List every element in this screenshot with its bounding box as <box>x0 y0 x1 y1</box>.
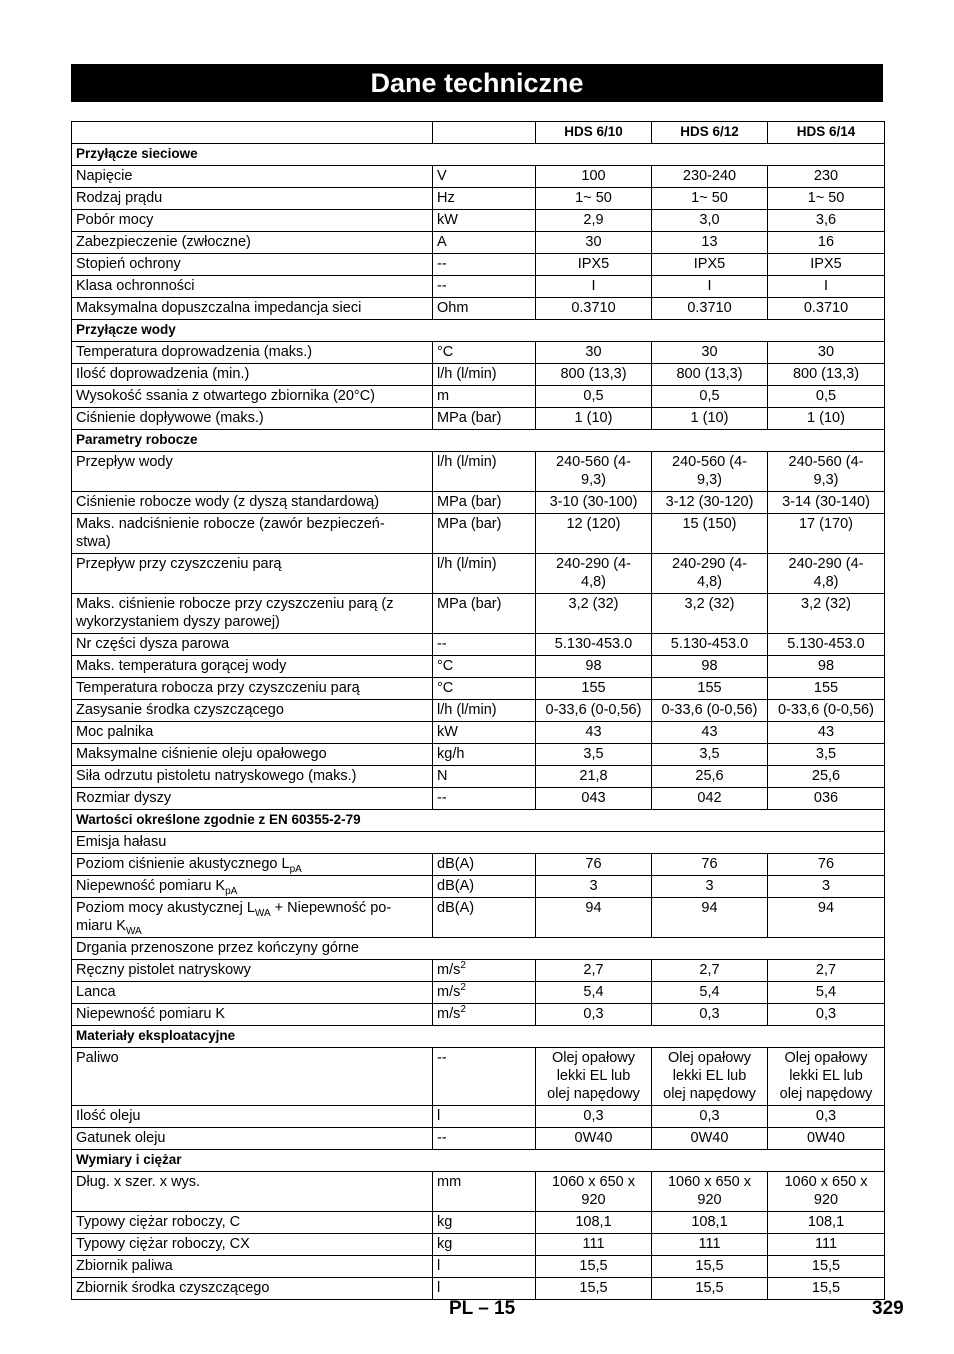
unit-cell: -- <box>433 1048 536 1106</box>
parameter-label: Zasysanie środka czyszczącego <box>72 700 433 722</box>
parameter-label: Ilość oleju <box>72 1106 433 1128</box>
table-row <box>72 232 885 254</box>
table-row <box>72 744 885 766</box>
value-cell: 3,5 <box>652 744 768 766</box>
table-row <box>72 678 885 700</box>
parameter-label: Ciśnienie robocze wody (z dyszą standardową) <box>72 492 433 514</box>
value-cell: 5.130-453.0 <box>536 634 652 656</box>
column-header: HDS 6/14 <box>768 122 885 144</box>
parameter-label: Niepewność pomiaru $K_{pA}$ <box>72 876 433 898</box>
parameter-label: Nr części dysza parowa <box>72 634 433 656</box>
parameter-label: Ręczny pistolet natryskowy <box>72 960 433 982</box>
parameter-label: Klasa ochronności <box>72 276 433 298</box>
table-row <box>72 1278 885 1300</box>
value-cell: 240-290 (4- 4,8) <box>652 554 768 594</box>
parameter-label: Napięcie <box>72 166 433 188</box>
unit-cell: l <box>433 1106 536 1128</box>
table-row <box>72 634 885 656</box>
parameter-label: Wysokość ssania z otwartego zbiornika (20°C) <box>72 386 433 408</box>
value-cell: 43 <box>768 722 885 744</box>
value-cell: 0-33,6 (0-0,56) <box>536 700 652 722</box>
value-cell: 800 (13,3) <box>536 364 652 386</box>
value-cell: IPX5 <box>768 254 885 276</box>
subsection-row <box>72 832 885 854</box>
column-header: HDS 6/12 <box>652 122 768 144</box>
table-row <box>72 876 885 898</box>
unit-cell: kW <box>433 722 536 744</box>
unit-cell: Ohm <box>433 298 536 320</box>
table-row <box>72 364 885 386</box>
table-row <box>72 1234 885 1256</box>
table-row <box>72 1212 885 1234</box>
value-cell: 0.3710 <box>536 298 652 320</box>
unit-cell: kg/h <box>433 744 536 766</box>
parameter-label: Stopień ochrony <box>72 254 433 276</box>
table-row <box>72 722 885 744</box>
value-cell: Olej opałowy lekki EL lub olej napędowy <box>652 1048 768 1106</box>
value-cell: 3,5 <box>768 744 885 766</box>
value-cell: 0W40 <box>768 1128 885 1150</box>
subsection-title: Emisja hałasu <box>72 832 885 854</box>
value-cell: 30 <box>768 342 885 364</box>
value-cell: 3,6 <box>768 210 885 232</box>
value-cell: 2,7 <box>652 960 768 982</box>
value-cell: 15,5 <box>768 1278 885 1300</box>
technical-data-table <box>71 121 885 1300</box>
unit-cell: m <box>433 386 536 408</box>
value-cell: 21,8 <box>536 766 652 788</box>
unit-cell: dB(A) <box>433 854 536 876</box>
value-cell: 155 <box>536 678 652 700</box>
value-cell: 30 <box>652 342 768 364</box>
value-cell: 111 <box>536 1234 652 1256</box>
value-cell: 3-12 (30-120) <box>652 492 768 514</box>
value-cell: 108,1 <box>652 1212 768 1234</box>
unit-cell: l <box>433 1256 536 1278</box>
label-subscript: WA <box>254 907 271 919</box>
unit-cell: V <box>433 166 536 188</box>
unit-cell: l <box>433 1278 536 1300</box>
unit-cell: °C <box>433 678 536 700</box>
value-cell: 042 <box>652 788 768 810</box>
value-cell: 0,3 <box>768 1004 885 1026</box>
value-cell: 94 <box>652 898 768 938</box>
parameter-label: Przepływ wody <box>72 452 433 492</box>
value-cell: 76 <box>652 854 768 876</box>
footer-language-page: PL – 15 <box>449 1298 516 1319</box>
parameter-label: Rozmiar dyszy <box>72 788 433 810</box>
value-cell: 100 <box>536 166 652 188</box>
section-header-row <box>72 320 885 342</box>
parameter-label: Temperatura doprowadzenia (maks.) <box>72 342 433 364</box>
value-cell: 240-560 (4- 9,3) <box>768 452 885 492</box>
value-cell: 5,4 <box>652 982 768 1004</box>
subsection-title: Drgania przenoszone przez kończyny górne <box>72 938 885 960</box>
value-cell: I <box>536 276 652 298</box>
table-row <box>72 492 885 514</box>
unit-cell: MPa (bar) <box>433 514 536 554</box>
value-cell: 98 <box>768 656 885 678</box>
table-row <box>72 594 885 634</box>
section-title: Materiały eksploatacyjne <box>72 1026 885 1048</box>
label-subscript: WA <box>125 925 142 937</box>
value-cell: 98 <box>536 656 652 678</box>
value-cell: 108,1 <box>536 1212 652 1234</box>
value-cell: 0.3710 <box>768 298 885 320</box>
value-cell: 800 (13,3) <box>652 364 768 386</box>
value-cell: 3-10 (30-100) <box>536 492 652 514</box>
unit-superscript: 2 <box>460 960 466 972</box>
value-cell: 3-14 (30-140) <box>768 492 885 514</box>
value-cell: 2,7 <box>536 960 652 982</box>
value-cell: 0W40 <box>652 1128 768 1150</box>
parameter-label: Maksymalna dopuszczalna impedancja sieci <box>72 298 433 320</box>
value-cell: 108,1 <box>768 1212 885 1234</box>
value-cell: 1 (10) <box>652 408 768 430</box>
value-cell: 3,0 <box>652 210 768 232</box>
footer-page-number: 329 <box>872 1298 904 1319</box>
parameter-label: Paliwo <box>72 1048 433 1106</box>
label-subscript: pA <box>225 885 238 897</box>
section-header-row <box>72 810 885 832</box>
parameter-label: Lanca <box>72 982 433 1004</box>
value-cell: 94 <box>536 898 652 938</box>
value-cell: 1060 x 650 x 920 <box>536 1172 652 1212</box>
table-row <box>72 386 885 408</box>
parameter-label: Zbiornik środka czyszczącego <box>72 1278 433 1300</box>
parameter-label: Temperatura robocza przy czyszczeniu parą <box>72 678 433 700</box>
value-cell: 13 <box>652 232 768 254</box>
value-cell: 1~ 50 <box>536 188 652 210</box>
value-cell: 240-290 (4- 4,8) <box>536 554 652 594</box>
value-cell: 3,2 (32) <box>536 594 652 634</box>
value-cell: I <box>768 276 885 298</box>
section-header-row <box>72 430 885 452</box>
unit-superscript: 2 <box>460 982 466 994</box>
value-cell: 1060 x 650 x 920 <box>768 1172 885 1212</box>
value-cell: 15,5 <box>652 1256 768 1278</box>
unit-cell: A <box>433 232 536 254</box>
value-cell: 0,3 <box>652 1106 768 1128</box>
table-row <box>72 342 885 364</box>
table-row <box>72 452 885 492</box>
parameter-label: Rodzaj prądu <box>72 188 433 210</box>
parameter-label: Typowy ciężar roboczy, C <box>72 1212 433 1234</box>
unit-cell: -- <box>433 254 536 276</box>
section-title: Parametry robocze <box>72 430 885 452</box>
section-header-row <box>72 1150 885 1172</box>
parameter-label: Przepływ przy czyszczeniu parą <box>72 554 433 594</box>
section-header-row <box>72 144 885 166</box>
unit-cell: MPa (bar) <box>433 492 536 514</box>
table-row <box>72 166 885 188</box>
value-cell: 0,3 <box>536 1106 652 1128</box>
value-cell: 15,5 <box>536 1256 652 1278</box>
value-cell: 30 <box>536 232 652 254</box>
value-cell: 98 <box>652 656 768 678</box>
value-cell: 43 <box>652 722 768 744</box>
value-cell: 111 <box>768 1234 885 1256</box>
parameter-label: Maks. nadciśnienie robocze (zawór bezpieczeń- stwa) <box>72 514 433 554</box>
unit-cell: l/h (l/min) <box>433 364 536 386</box>
table-row <box>72 766 885 788</box>
value-cell: 0-33,6 (0-0,56) <box>768 700 885 722</box>
unit-cell: dB(A) <box>433 898 536 938</box>
table-row <box>72 408 885 430</box>
value-cell: 3,5 <box>536 744 652 766</box>
value-cell: 15,5 <box>768 1256 885 1278</box>
value-cell: 0W40 <box>536 1128 652 1150</box>
table-row <box>72 1128 885 1150</box>
parameter-label: Gatunek oleju <box>72 1128 433 1150</box>
parameter-label: Maks. temperatura gorącej wody <box>72 656 433 678</box>
value-cell: 76 <box>536 854 652 876</box>
value-cell: IPX5 <box>652 254 768 276</box>
value-cell: 3 <box>768 876 885 898</box>
table-row <box>72 514 885 554</box>
table-row <box>72 1004 885 1026</box>
unit-superscript: 2 <box>460 1004 466 1016</box>
header-blank-cell <box>72 122 433 144</box>
table-row <box>72 854 885 876</box>
unit-cell: Hz <box>433 188 536 210</box>
section-title: Przyłącze sieciowe <box>72 144 885 166</box>
parameter-label: Ilość doprowadzenia (min.) <box>72 364 433 386</box>
table-row <box>72 188 885 210</box>
value-cell: 17 (170) <box>768 514 885 554</box>
table-row <box>72 1048 885 1106</box>
unit-cell: $m/s^2$ <box>433 982 536 1004</box>
section-title: Wymiary i ciężar <box>72 1150 885 1172</box>
value-cell: 800 (13,3) <box>768 364 885 386</box>
parameter-label: Maks. ciśnienie robocze przy czyszczeniu parą (z wykorzystaniem dyszy parowej) <box>72 594 433 634</box>
table-header-row <box>72 122 885 144</box>
unit-cell: -- <box>433 1128 536 1150</box>
value-cell: 1060 x 650 x 920 <box>652 1172 768 1212</box>
value-cell: 1~ 50 <box>652 188 768 210</box>
table-row <box>72 700 885 722</box>
value-cell: 155 <box>652 678 768 700</box>
value-cell: 76 <box>768 854 885 876</box>
value-cell: I <box>652 276 768 298</box>
value-cell: 15 (150) <box>652 514 768 554</box>
value-cell: 3 <box>536 876 652 898</box>
value-cell: 5,4 <box>768 982 885 1004</box>
value-cell: 3,2 (32) <box>652 594 768 634</box>
parameter-label: Typowy ciężar roboczy, CX <box>72 1234 433 1256</box>
value-cell: 2,9 <box>536 210 652 232</box>
value-cell: 0,5 <box>536 386 652 408</box>
parameter-label: Niepewność pomiaru K <box>72 1004 433 1026</box>
table-row <box>72 656 885 678</box>
label-subscript: pA <box>289 863 302 875</box>
value-cell: 94 <box>768 898 885 938</box>
value-cell: 0,5 <box>652 386 768 408</box>
unit-cell: mm <box>433 1172 536 1212</box>
unit-cell: $m/s^2$ <box>433 960 536 982</box>
value-cell: 1 (10) <box>536 408 652 430</box>
value-cell: 16 <box>768 232 885 254</box>
value-cell: 0-33,6 (0-0,56) <box>652 700 768 722</box>
parameter-label: Moc palnika <box>72 722 433 744</box>
unit-cell: dB(A) <box>433 876 536 898</box>
parameter-label: Siła odrzutu pistoletu natryskowego (maks.) <box>72 766 433 788</box>
parameter-label: Zabezpieczenie (zwłoczne) <box>72 232 433 254</box>
table-row <box>72 554 885 594</box>
value-cell: 15,5 <box>536 1278 652 1300</box>
value-cell: 1~ 50 <box>768 188 885 210</box>
parameter-label: Poziom mocy akustycznej $L_{WA}$ + Niepewność po- miaru $K_{WA}$ <box>72 898 433 938</box>
value-cell: 0,5 <box>768 386 885 408</box>
unit-cell: MPa (bar) <box>433 408 536 430</box>
value-cell: 240-290 (4- 4,8) <box>768 554 885 594</box>
section-header-row <box>72 1026 885 1048</box>
table-row <box>72 1256 885 1278</box>
table-row <box>72 788 885 810</box>
value-cell: 240-560 (4- 9,3) <box>652 452 768 492</box>
table-row <box>72 898 885 938</box>
unit-cell: °C <box>433 342 536 364</box>
value-cell: 0,3 <box>652 1004 768 1026</box>
value-cell: 43 <box>536 722 652 744</box>
value-cell: 1 (10) <box>768 408 885 430</box>
table-row <box>72 1172 885 1212</box>
table-row <box>72 960 885 982</box>
value-cell: 0,3 <box>768 1106 885 1128</box>
section-title: Przyłącze wody <box>72 320 885 342</box>
value-cell: 15,5 <box>652 1278 768 1300</box>
value-cell: 5.130-453.0 <box>768 634 885 656</box>
value-cell: 043 <box>536 788 652 810</box>
value-cell: IPX5 <box>536 254 652 276</box>
value-cell: 12 (120) <box>536 514 652 554</box>
unit-cell: l/h (l/min) <box>433 452 536 492</box>
section-title: Wartości określone zgodnie z EN 60355-2-79 <box>72 810 885 832</box>
value-cell: 2,7 <box>768 960 885 982</box>
value-cell: Olej opałowy lekki EL lub olej napędowy <box>768 1048 885 1106</box>
technical-data-body <box>72 122 885 1300</box>
unit-cell: -- <box>433 634 536 656</box>
table-row <box>72 982 885 1004</box>
table-row <box>72 298 885 320</box>
header-unit-cell <box>433 122 536 144</box>
value-cell: 230 <box>768 166 885 188</box>
unit-cell: MPa (bar) <box>433 594 536 634</box>
unit-cell: °C <box>433 656 536 678</box>
value-cell: 230-240 <box>652 166 768 188</box>
unit-cell: kg <box>433 1212 536 1234</box>
value-cell: 25,6 <box>652 766 768 788</box>
column-header: HDS 6/10 <box>536 122 652 144</box>
value-cell: 3,2 (32) <box>768 594 885 634</box>
value-cell: 0.3710 <box>652 298 768 320</box>
value-cell: 25,6 <box>768 766 885 788</box>
value-cell: 30 <box>536 342 652 364</box>
unit-cell: N <box>433 766 536 788</box>
parameter-label: Pobór mocy <box>72 210 433 232</box>
value-cell: 5.130-453.0 <box>652 634 768 656</box>
unit-cell: kW <box>433 210 536 232</box>
value-cell: 111 <box>652 1234 768 1256</box>
value-cell: 036 <box>768 788 885 810</box>
unit-cell: kg <box>433 1234 536 1256</box>
table-row <box>72 276 885 298</box>
parameter-label: Poziom ciśnienie akustycznego $L_{pA}$ <box>72 854 433 876</box>
parameter-label: Ciśnienie dopływowe (maks.) <box>72 408 433 430</box>
parameter-label: Maksymalne ciśnienie oleju opałowego <box>72 744 433 766</box>
value-cell: 155 <box>768 678 885 700</box>
value-cell: 5,4 <box>536 982 652 1004</box>
table-row <box>72 210 885 232</box>
subsection-row <box>72 938 885 960</box>
unit-cell: l/h (l/min) <box>433 554 536 594</box>
unit-cell: $m/s^2$ <box>433 1004 536 1026</box>
unit-cell: -- <box>433 276 536 298</box>
value-cell: 3 <box>652 876 768 898</box>
table-row <box>72 1106 885 1128</box>
parameter-label: Zbiornik paliwa <box>72 1256 433 1278</box>
page-title: Dane techniczne <box>71 64 883 102</box>
value-cell: 0,3 <box>536 1004 652 1026</box>
value-cell: Olej opałowy lekki EL lub olej napędowy <box>536 1048 652 1106</box>
table-row <box>72 254 885 276</box>
value-cell: 240-560 (4- 9,3) <box>536 452 652 492</box>
unit-cell: l/h (l/min) <box>433 700 536 722</box>
parameter-label: Dług. x szer. x wys. <box>72 1172 433 1212</box>
unit-cell: -- <box>433 788 536 810</box>
